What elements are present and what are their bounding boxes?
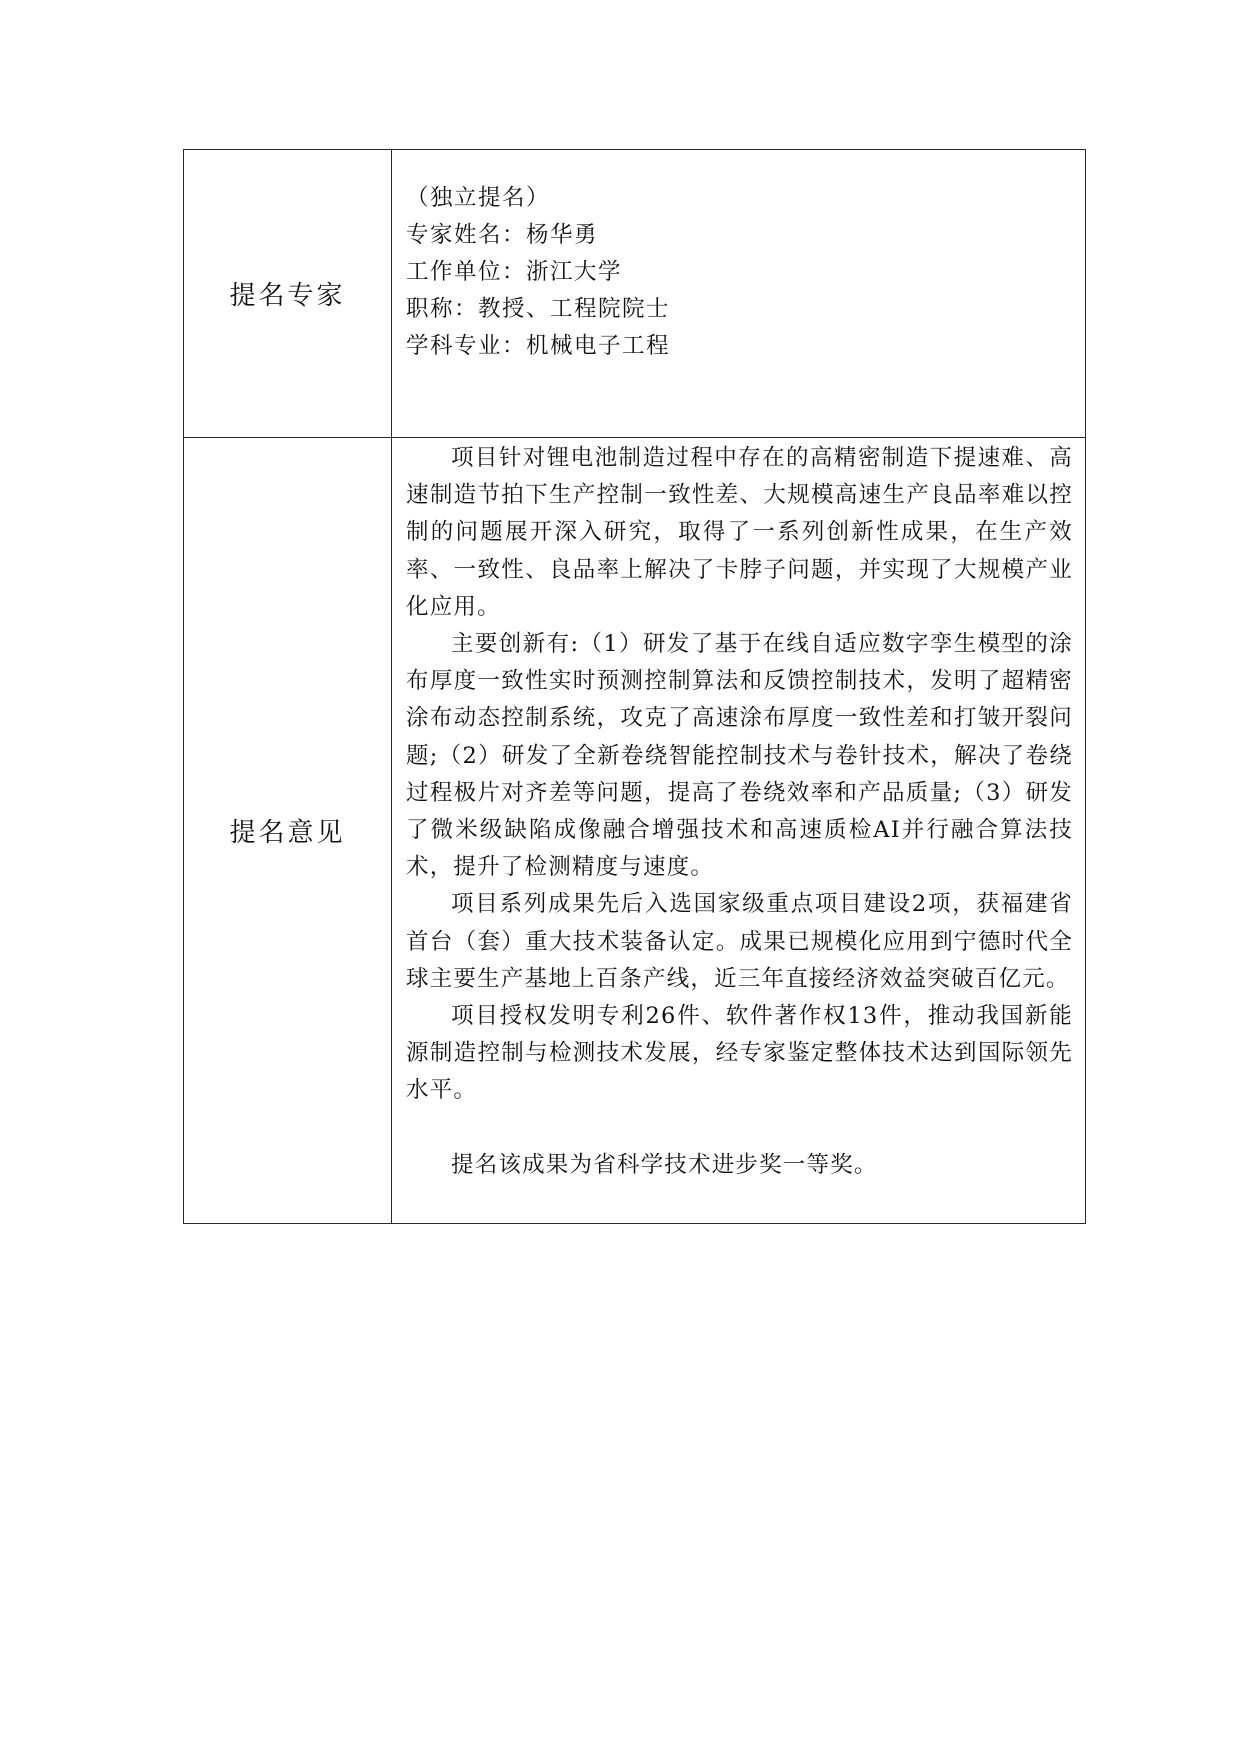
opinion-row <box>184 438 1086 1224</box>
opinion-paragraph-patents: 项目授权发明专利26件、软件著作权13件，推动我国新能源制造控制与检测技术发展，经专家鉴定整体技术达到国际领先水平。 <box>406 1003 1073 1104</box>
nomination-form-table <box>183 149 1086 1224</box>
expert-name: 专家姓名：杨华勇 <box>406 222 599 248</box>
expert-info-cell <box>392 150 1086 438</box>
opinion-paragraph-innovations: 主要创新有:（1）研发了基于在线自适应数字孪生模型的涂布厚度一致性实时预测控制算法和反馈控制技术，发明了超精密涂布动态控制系统，攻克了高速涂布厚度一致性差和打皱开裂问题;（2）研发了全新卷绕智能控制技术与卷针技术，解决了卷绕过程极片对齐差等问题，提高了卷绕效率和产品质量;（3）研发了微米级缺陷成像融合增强技术和高速质检AI并行融合算法技术，提升了检测精度与速度。 <box>406 631 1073 881</box>
nomination-type: （独立提名） <box>406 185 551 211</box>
expert-row <box>184 150 1086 438</box>
expert-affiliation: 工作单位：浙江大学 <box>406 259 623 285</box>
opinion-content-cell <box>392 438 1086 1224</box>
expert-discipline: 学科专业：机械电子工程 <box>406 333 671 359</box>
opinion-paragraph-recommendation: 提名该成果为省科学技术进步奖一等奖。 <box>451 1151 878 1178</box>
opinion-paragraph-overview: 项目针对锂电池制造过程中存在的高精密制造下提速难、高速制造节拍下生产控制一致性差、大规模高速生产良品率难以控制的问题展开深入研究，取得了一系列创新性成果，在生产效率、一致性、良品率上解决了卡脖子问题，并实现了大规模产业化应用。 <box>406 445 1073 620</box>
expert-title: 职称：教授、工程院院士 <box>406 296 671 322</box>
expert-label: 提名专家 <box>184 150 392 438</box>
opinion-label: 提名意见 <box>184 438 392 1224</box>
opinion-paragraph-results: 项目系列成果先后入选国家级重点项目建设2项，获福建省首台（套）重大技术装备认定。成果已规模化应用到宁德时代全球主要生产基地上百条产线，近三年直接经济效益突破百亿元。 <box>406 891 1073 992</box>
